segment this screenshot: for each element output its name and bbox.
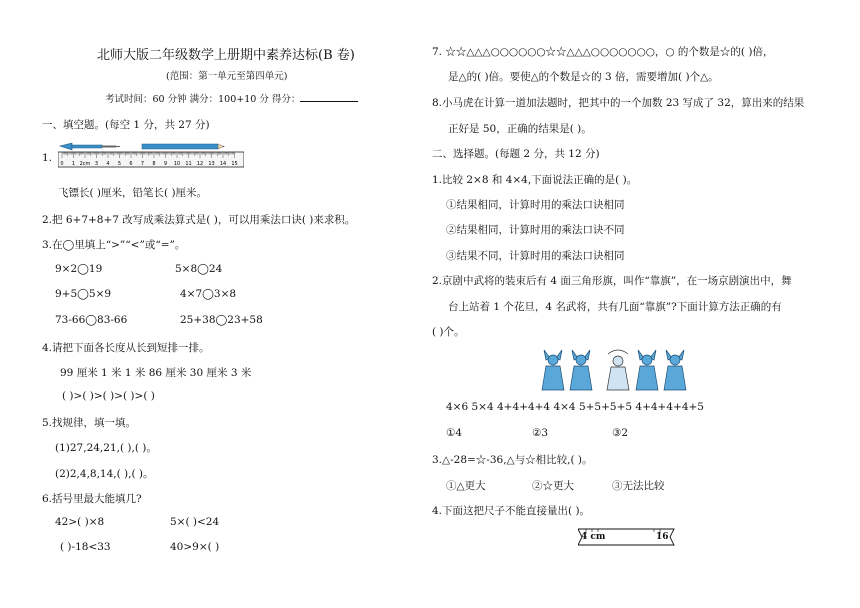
exam-range: (范围：第一单元至第四单元) [166,71,288,82]
ruler-tick-label: 11 [185,161,192,167]
q3-text: 3.在◯里填上“>”“<”或“=”。 [42,239,186,251]
c3-option: ①△更大 [446,480,486,492]
c3-text: 3.△-28=☆-36,△与☆相比较,( )。 [432,454,593,466]
score-blank [300,92,358,102]
c2-option: ③2 [612,427,629,439]
ruler-tick-label: 10 [173,161,181,167]
q3-item: 5×8◯24 [175,263,223,275]
ruler-tick-label: 1 [71,161,76,167]
q6-item: 42>( )×8 [55,516,105,528]
q5-part-a: (1)27,24,21,( ),( )。 [55,442,157,454]
q5-text: 5.找规律，填一填。 [42,417,137,429]
c1-text: 1.比较 2×8 和 4×4,下面说法正确的是( )。 [432,174,638,186]
ruler-tick-label: 2cm [79,161,91,167]
exam-info [105,91,358,105]
section-1-heading: 一、填空题。(每空 1 分，共 27 分) [42,119,210,131]
ruler-tick-label: 13 [208,161,215,167]
ruler-tick-label: 9 [163,161,168,167]
section-2-heading: 二、选择题。(每题 2 分，共 12 分) [432,148,600,160]
exam-info-text: 考试时间：60 分钟 满分：100+10 分 得分： [105,94,301,105]
ruler-tick-label: 12 [196,161,204,167]
q4-order: ( )>( )>( )>( )>( ) [62,390,155,402]
q8-line-1: 8.小马虎在计算一道加法题时，把其中的一个加数 23 写成了 32，算出来的结果 [432,97,805,109]
ruler-tick-label: 5 [117,161,122,167]
q3-item: 25+38◯23+58 [180,314,263,326]
q3-item: 9×2◯19 [55,263,103,275]
q4-text: 4.请把下面各长度从长到短排一排。 [42,342,210,354]
broken-ruler-left-label: 4 cm [581,532,606,542]
c1-option: ①结果相同，计算时用的乘法口诀相同 [446,199,625,211]
pencil-icon [142,144,225,149]
ruler-svg [58,140,244,170]
q8-line-2: 正好是 50，正确的结果是( )。 [448,123,592,135]
q3-item: 73-66◯83-66 [55,314,128,326]
ruler-tick-label: 8 [152,161,156,167]
page-title: 北师大版二年级数学上册期中素养达标(B 卷) [97,48,355,63]
ruler-tick-label: 15 [231,161,238,167]
c2-expressions: 4×6 5×4 4+4+4+4 4×4 5+5+5+5 4+4+4+4+5 [446,401,704,413]
ruler-tick-label: 7 [140,161,145,167]
q4-lengths: 99 厘米 1 米 1 米 86 厘米 30 厘米 3 米 [60,367,252,379]
c2-line-3: ( )个。 [432,326,465,338]
q1-text: 飞镖长( )厘米，铅笔长( )厘米。 [58,187,208,199]
c3-option: ②☆更大 [532,480,574,492]
q7-line-1: 7. ☆☆△△△○○○○○○☆☆△△△○○○○○○○，○ 的个数是☆的( )倍， [432,46,774,58]
q5-part-b: (2)2,4,8,14,( ),( )。 [55,468,154,480]
c2-line-2: 台上站着 1 个花旦，4 名武将，共有几面“靠旗”?下面计算方法正确的有 [448,301,782,313]
q6-item: 5×( )<24 [170,516,220,528]
c1-option: ③结果不同，计算时用的乘法口诀相同 [446,250,625,262]
q1-number: 1. [42,152,53,164]
opera-figures-image [538,348,698,392]
c1-option: ②结果相同，计算时用的乘法口诀不同 [446,224,625,236]
ruler-tick-label: 4 [106,161,110,167]
q2-text: 2.把 6+7+8+7 改写成乘法算式是( )，可以用乘法口诀( )来求积。 [42,214,356,226]
ruler-tick-label: 14 [219,161,227,167]
ruler-figure [58,140,244,170]
ruler-tick-label: 3 [94,161,99,167]
ruler-tick-label: 6 [129,161,133,167]
c2-option: ②3 [532,427,549,439]
q3-item: 9+5◯5×9 [55,288,112,300]
c2-option: ①4 [446,427,463,439]
c3-option: ③无法比较 [612,480,665,492]
c4-text: 4.下面这把尺子不能直接量出( )。 [432,505,591,517]
q6-item: ( )-18<33 [60,541,111,553]
q7-line-2: 是△的( )倍。要使△的个数是☆的 3 倍，需要增加( )个△。 [448,71,719,83]
q6-item: 40>9×( ) [170,541,220,553]
ruler-tick-label: 0 [60,161,64,167]
q3-item: 4×7◯3×8 [180,288,237,300]
broken-ruler-right-label: 16 [656,532,669,542]
broken-ruler-figure [578,528,678,546]
dart-icon [60,143,120,150]
q6-text: 6.括号里最大能填几? [42,493,142,505]
c2-line-1: 2.京剧中武将的装束后有 4 面三角形旗，叫作“靠旗”，在一场京剧演出中，舞 [432,275,792,287]
